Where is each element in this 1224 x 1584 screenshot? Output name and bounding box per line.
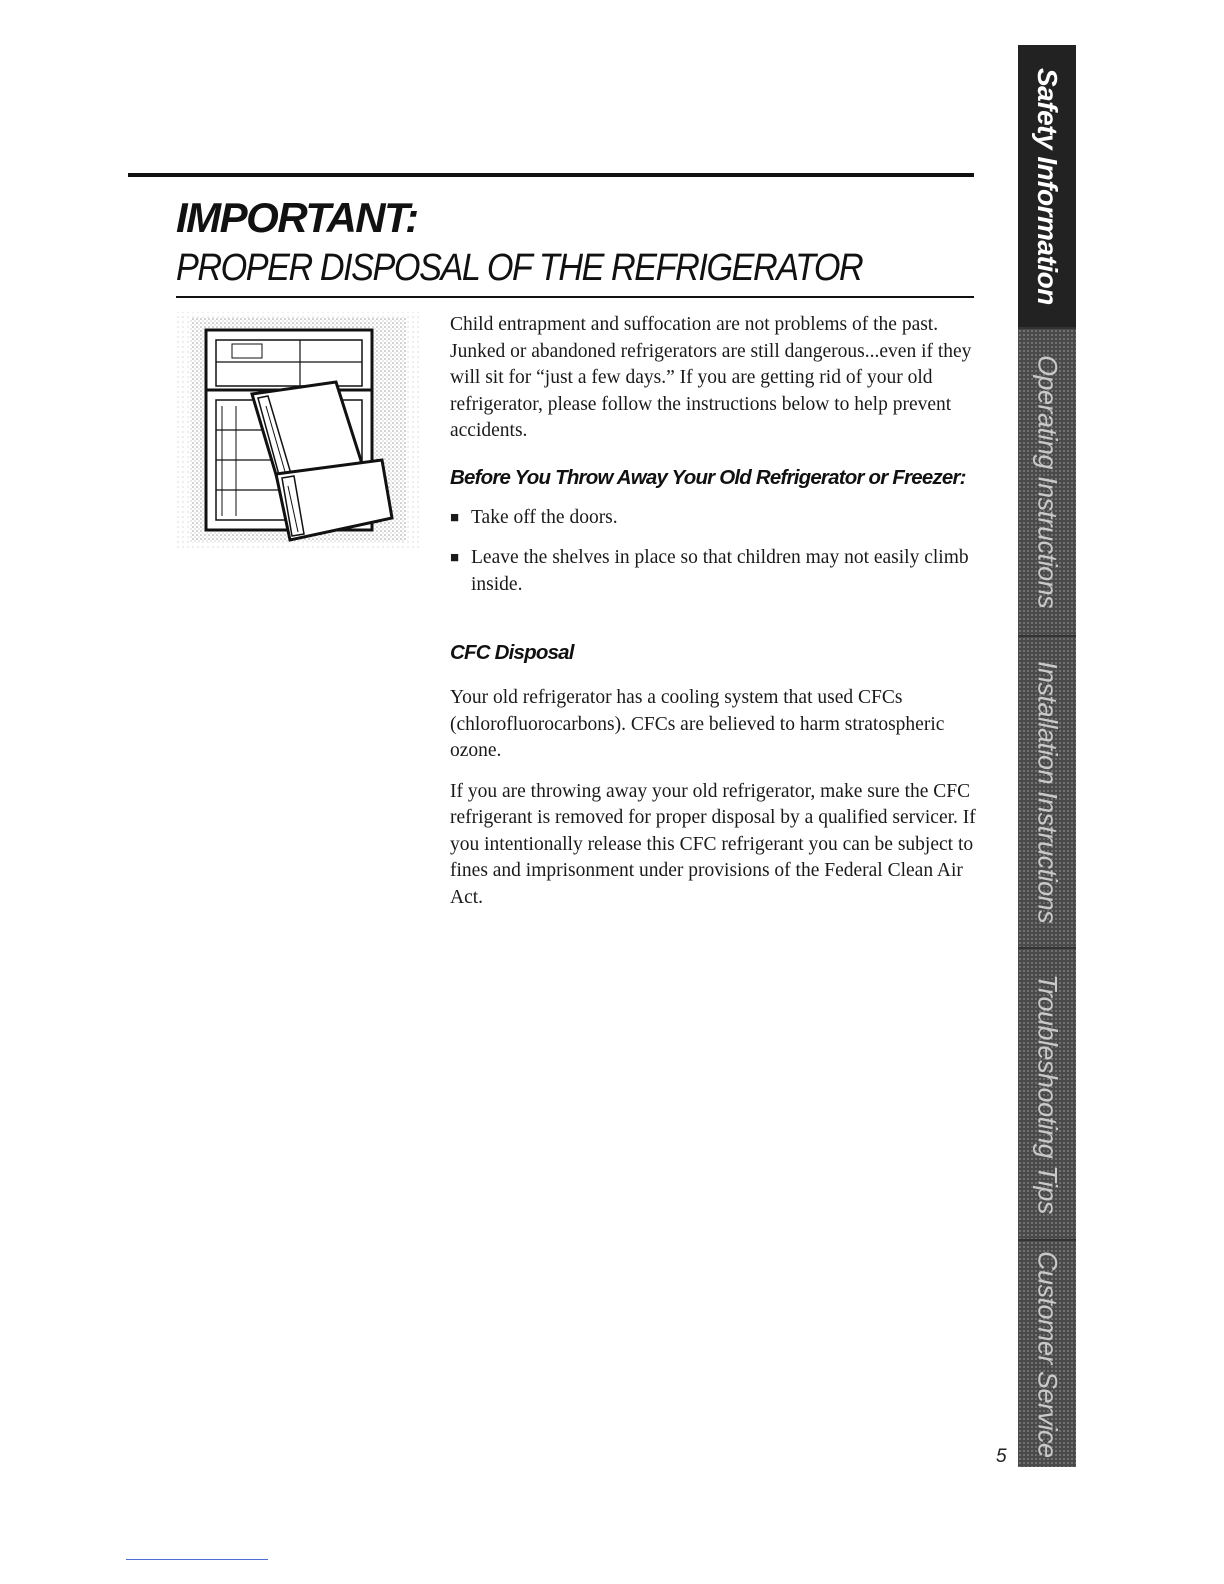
top-rule xyxy=(128,173,974,177)
cfc-disposal-heading: CFC Disposal xyxy=(450,641,574,664)
list-item xyxy=(450,505,990,532)
tab-label: Troubleshooting Tips xyxy=(1032,974,1063,1214)
bullet-text: Leave the shelves in place so that children may not easily climb inside. xyxy=(471,547,969,595)
tab-safety-information[interactable] xyxy=(1018,45,1076,327)
tab-customer-service[interactable] xyxy=(1018,1241,1076,1467)
tab-installation-instructions[interactable] xyxy=(1018,637,1076,947)
square-bullet-icon: ■ xyxy=(450,550,460,566)
body-text xyxy=(450,312,990,911)
square-bullet-icon: ■ xyxy=(450,509,460,526)
section-tabs xyxy=(1018,45,1076,1467)
bullet-text: Take off the doors. xyxy=(471,506,618,528)
cfc-paragraph: Your old refrigerator has a cooling system that used CFCs (chlorofluorocarbons). CFCs are believed to harm stratospheric ozone. xyxy=(450,687,945,761)
tab-operating-instructions[interactable] xyxy=(1018,329,1076,635)
list-item xyxy=(450,545,990,598)
intro-paragraph: Child entrapment and suffocation are not problems of the past. Junked or abandoned refrigerators are still dangerous...even if they will sit for “just a few days.” If you are getting rid of your old refrigerator, please follow the instructions below to help prevent accidents. xyxy=(450,314,972,441)
tab-label: Customer Service xyxy=(1032,1250,1063,1458)
page-number: 5 xyxy=(996,1446,1007,1467)
tab-label: Installation Instructions xyxy=(1032,660,1063,924)
important-heading: IMPORTANT: xyxy=(176,194,418,241)
tab-troubleshooting-tips[interactable] xyxy=(1018,949,1076,1239)
tab-label: Operating Instructions xyxy=(1032,355,1063,609)
refrigerator-illustration xyxy=(176,310,422,552)
title-rule xyxy=(176,296,974,298)
footer-rule xyxy=(126,1559,268,1560)
tab-label: Safety Information xyxy=(1032,67,1063,305)
page-title: PROPER DISPOSAL OF THE REFRIGERATOR xyxy=(176,247,863,289)
before-you-throw-away-heading: Before You Throw Away Your Old Refrigerator or Freezer: xyxy=(450,465,966,489)
cfc-paragraph: If you are throwing away your old refrigerator, make sure the CFC refrigerant is removed for proper disposal by a qualified servicer. If you intentionally release this CFC refrigerant you can be subject to fines and imprisonment under provisions of the Federal Clean Air Act. xyxy=(450,780,976,908)
